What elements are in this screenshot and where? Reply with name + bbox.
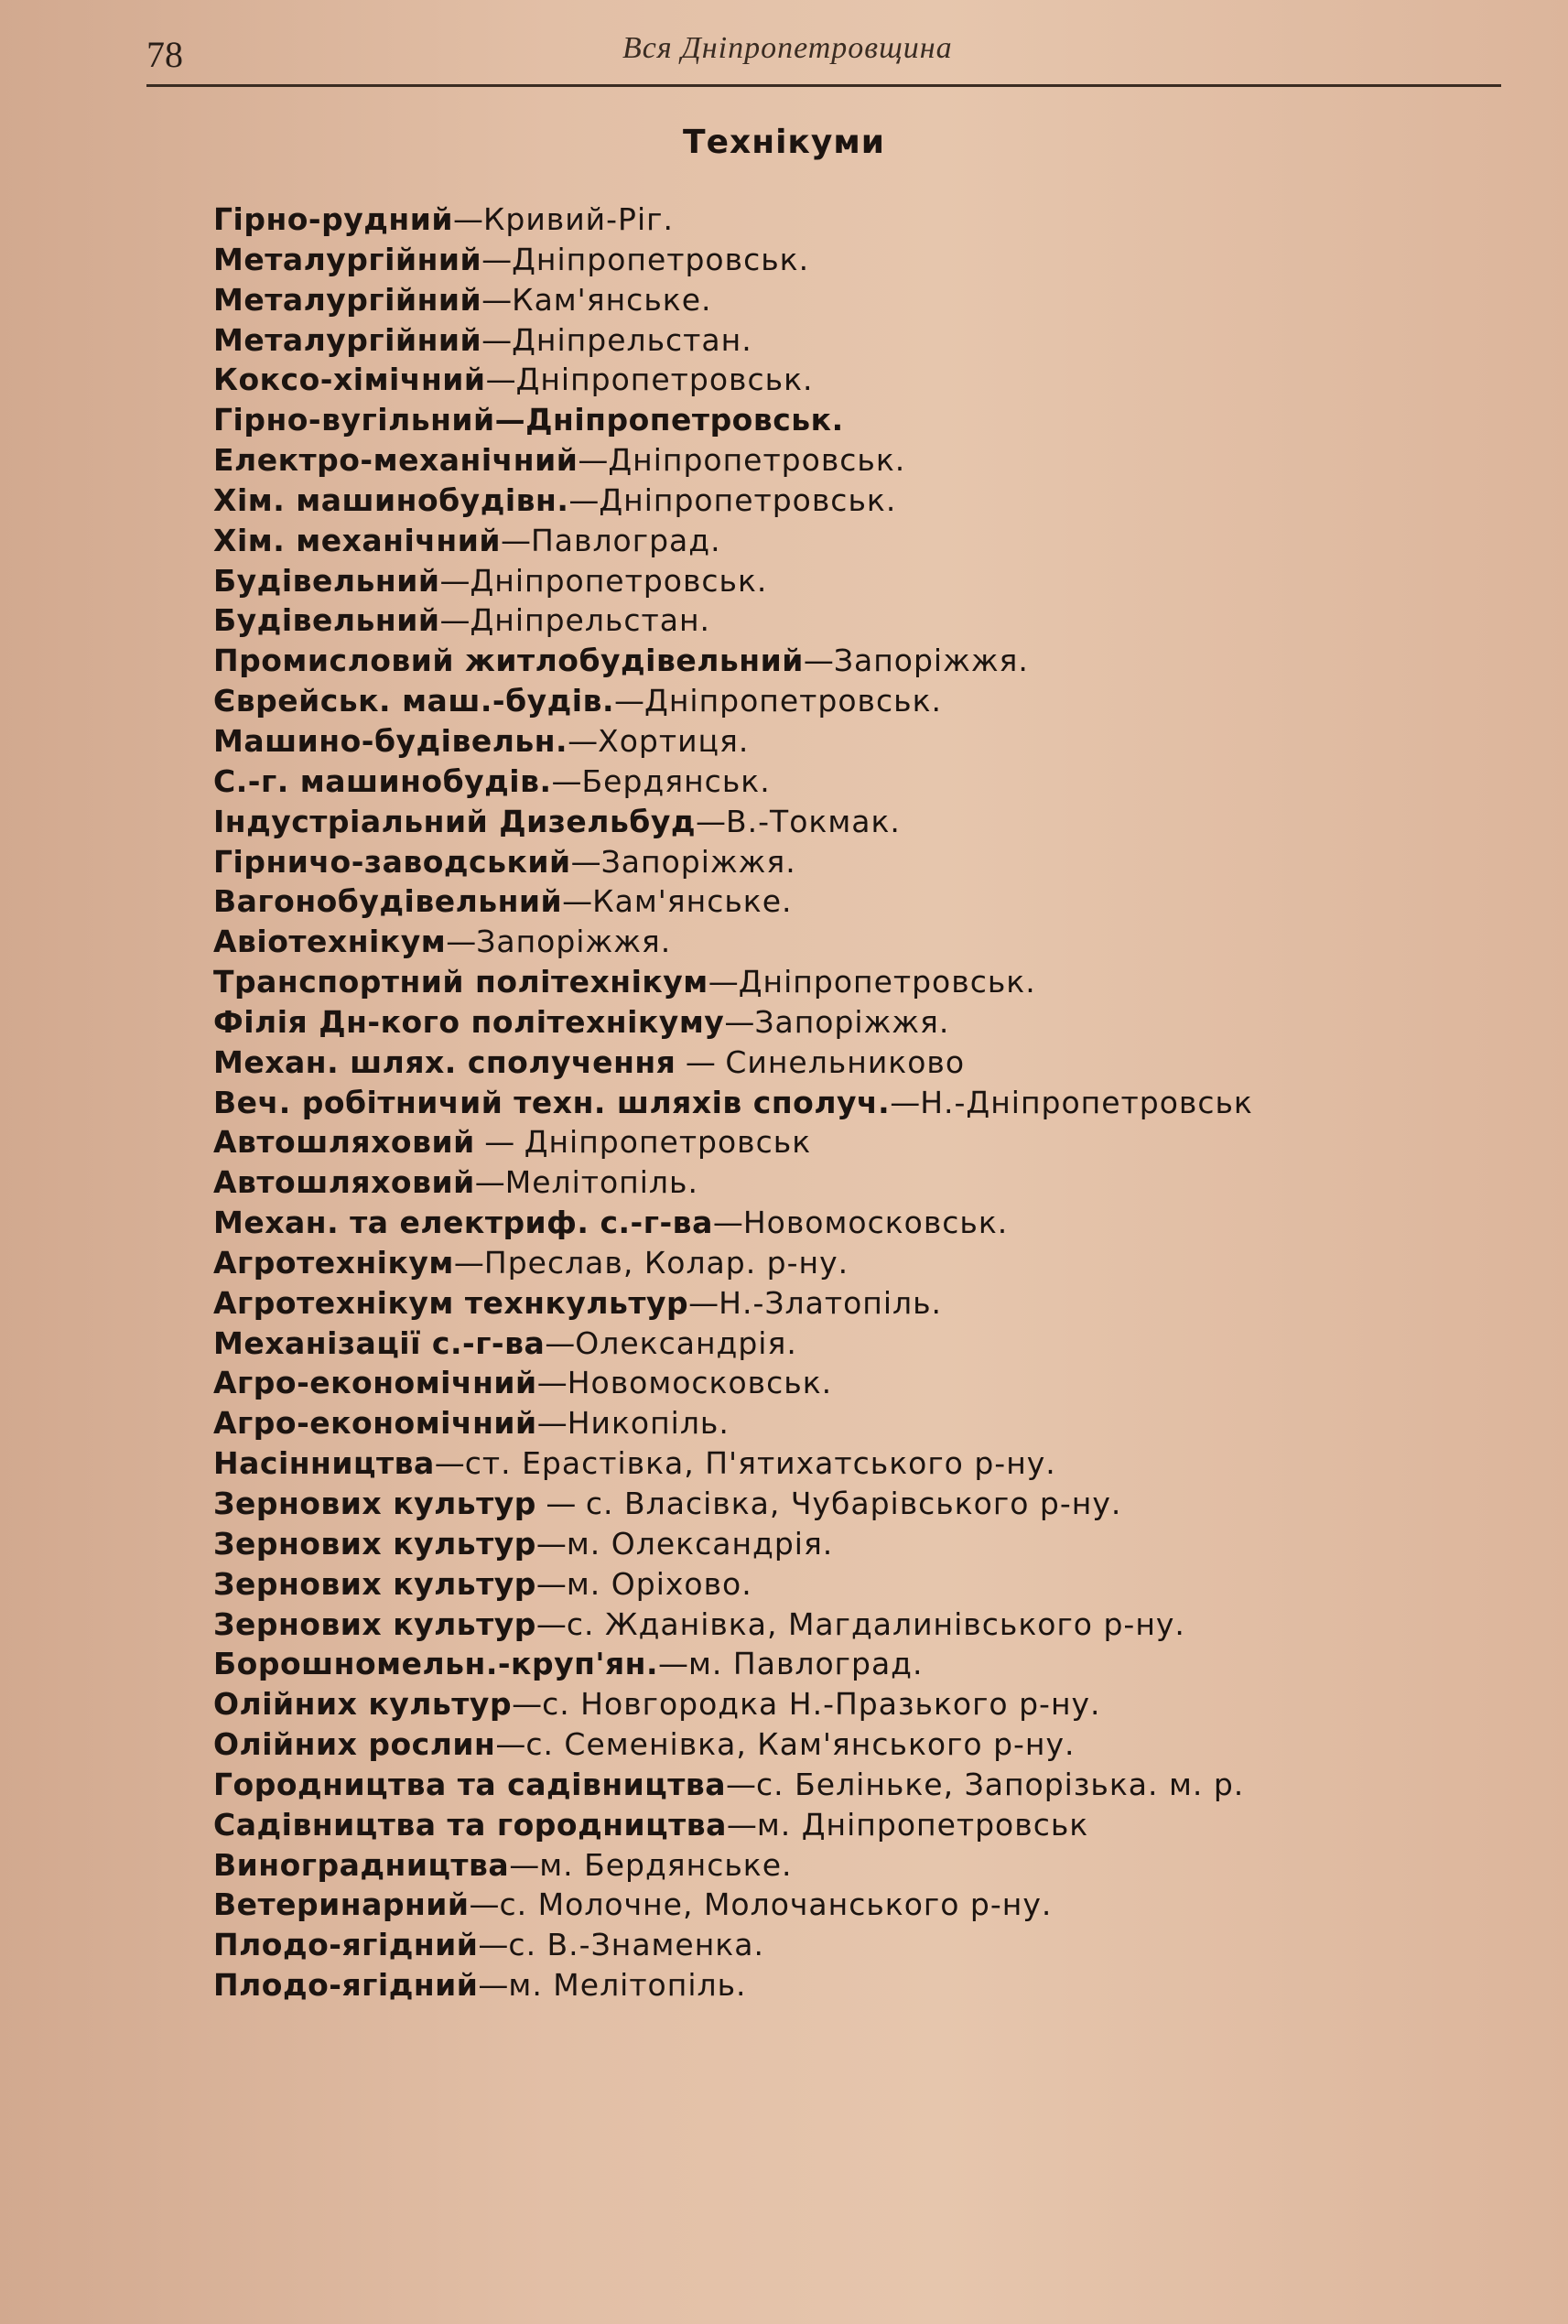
section-title: Технікуми [683, 124, 885, 161]
list-item [213, 1484, 1531, 1524]
entry-place: Кам'янське. [512, 281, 712, 318]
list-item [213, 1083, 1531, 1123]
entry-place: Дніпрельстан. [470, 602, 711, 639]
list-item [213, 641, 1531, 681]
entry-place: Дніпрельстан. [512, 321, 752, 358]
entry-list [213, 200, 1531, 2005]
list-item [213, 1443, 1531, 1484]
entry-name: Борошномельн.-круп'ян. [213, 1646, 659, 1682]
entry-separator: — [478, 1967, 509, 2004]
entry-name: Філія Дн-кого політехнікуму [213, 1003, 725, 1040]
entry-name: Металургійний [213, 241, 482, 277]
entry-place: Дніпропетровськ. [738, 964, 1036, 1000]
entry-separator: — [478, 1927, 509, 1963]
list-item [213, 1965, 1531, 2005]
entry-place: Новомосковськ. [742, 1205, 1009, 1241]
entry-name: Промисловий житлобудівельний [213, 643, 804, 679]
list-item [213, 1605, 1531, 1645]
entry-name: Механізації с.-г-ва [213, 1324, 546, 1361]
entry-place: Запоріжжя. [754, 1003, 950, 1040]
entry-separator: — [562, 883, 593, 920]
entry-name: Агро-економічний [213, 1365, 537, 1401]
entry-name: Агротехнікум технкультур [213, 1284, 689, 1321]
list-item [213, 1243, 1531, 1283]
entry-separator: — [439, 562, 470, 599]
list-item [213, 802, 1531, 842]
entry-separator: — [512, 1686, 543, 1723]
entry-place: Запоріжжя. [833, 643, 1029, 679]
entry-name: С.-г. машинобудів. [213, 762, 552, 799]
entry-place: с. Молочне, Молочанського р-ну. [499, 1886, 1053, 1923]
entry-place: В.-Токмак. [726, 803, 901, 839]
entry-place: Дніпропетровськ. [644, 683, 942, 719]
entry-name: Насінництва [213, 1445, 435, 1482]
entry-place: Мелітопіль. [504, 1164, 698, 1201]
entry-separator: — [568, 722, 599, 759]
list-item [213, 1724, 1531, 1765]
entry-name: Металургійний [213, 321, 482, 358]
entry-place: Дніпропетровськ. [470, 562, 768, 599]
list-item [213, 1203, 1531, 1243]
list-item [213, 280, 1531, 320]
entry-place: ст. Ерастівка, П'ятихатського р-ну. [464, 1445, 1056, 1482]
list-item [213, 1684, 1531, 1724]
entry-separator: — [500, 522, 531, 558]
entry-name: Городництва та садівництва [213, 1766, 727, 1802]
entry-separator: — [481, 321, 513, 358]
list-item [213, 1564, 1531, 1605]
entry-place: с. В.-Знаменка. [508, 1927, 764, 1963]
entry-separator: — [658, 1646, 689, 1682]
entry-place: м. Бердянське. [539, 1846, 793, 1883]
list-item [213, 1002, 1531, 1043]
entry-place: Новомосковськ. [567, 1365, 833, 1401]
entry-name: Хім. механічний [213, 522, 501, 558]
entry-separator: — [453, 1244, 484, 1281]
list-item [213, 1363, 1531, 1403]
entry-separator: — [535, 1486, 586, 1521]
entry-name: Веч. робітничий техн. шляхів сполуч. [213, 1084, 891, 1120]
list-item [213, 1765, 1531, 1805]
list-item [213, 922, 1531, 962]
entry-place: Кривий-Ріг. [482, 201, 674, 237]
running-title: Вся Дніпропетровщина [622, 31, 953, 65]
entry-name: Будівельний [213, 602, 440, 639]
entry-name: Механ. та електриф. с.-г-ва [213, 1205, 713, 1241]
entry-name: Агротехнікум [213, 1244, 454, 1281]
entry-place: Запоріжжя. [476, 924, 672, 960]
entry-separator: — [535, 1605, 567, 1642]
entry-place: Кам'янське. [592, 883, 793, 920]
entry-separator: — [536, 1365, 568, 1401]
list-item [213, 1644, 1531, 1684]
entry-name: Агро-економічний [213, 1405, 537, 1442]
list-item [213, 721, 1531, 762]
entry-place: Н.-Дніпропетровськ [920, 1084, 1253, 1120]
entry-name: Гірно-вугільний—Дніпропетровськ. [213, 402, 844, 438]
entry-place: с. Новгородка Н.-Празького р-ну. [542, 1686, 1101, 1723]
entry-name: Виноградництва [213, 1846, 510, 1883]
entry-separator: — [485, 362, 516, 398]
entry-separator: — [890, 1084, 921, 1120]
entry-name: Плодо-ягідний [213, 1967, 479, 2004]
entry-name: Гірничо-заводський [213, 843, 571, 880]
entry-separator: — [708, 964, 739, 1000]
entry-separator: — [726, 1806, 757, 1843]
entry-separator: — [676, 1043, 726, 1080]
entry-separator: — [696, 803, 727, 839]
list-item [213, 1122, 1531, 1162]
entry-separator: — [724, 1003, 755, 1040]
entry-place: Дніпропетровськ. [608, 442, 906, 479]
list-item [213, 842, 1531, 882]
list-item [213, 320, 1531, 361]
list-item [213, 561, 1531, 601]
entry-name: Олійних культур [213, 1686, 513, 1723]
entry-place: с. Беліньке, Запорізька. м. р. [756, 1766, 1245, 1802]
entry-name: Зернових культур [213, 1605, 536, 1642]
entry-place: Дніпропетровськ. [515, 362, 814, 398]
entry-separator: — [688, 1284, 719, 1321]
list-item [213, 200, 1531, 240]
entry-name: Плодо-ягідний [213, 1927, 479, 1963]
entry-place: Дніпропетровськ. [599, 481, 897, 518]
entry-separator: — [439, 602, 470, 639]
entry-separator: — [712, 1205, 743, 1241]
list-item [213, 440, 1531, 481]
entry-name: Коксо-хімічний [213, 362, 486, 398]
entry-name: Садівництва та городництва [213, 1806, 727, 1843]
entry-separator: — [535, 1525, 567, 1562]
entry-separator: — [536, 1405, 568, 1442]
entry-name: Єврейськ. маш.-будів. [213, 683, 615, 719]
entry-name: Зернових культур [213, 1525, 536, 1562]
list-item [213, 1324, 1531, 1364]
list-item [213, 762, 1531, 802]
entry-name: Механ. шлях. сполучення [213, 1043, 676, 1080]
entry-name: Машино-будівельн. [213, 722, 568, 759]
list-item [213, 1162, 1531, 1203]
list-item [213, 681, 1531, 721]
entry-place: Дніпропетровськ. [512, 241, 810, 277]
entry-place: Хортиця. [598, 722, 750, 759]
entry-place: м. Олександрія. [566, 1525, 834, 1562]
list-item [213, 600, 1531, 641]
entry-name: Будівельний [213, 562, 440, 599]
entry-separator: — [446, 924, 477, 960]
entry-separator: — [469, 1886, 500, 1923]
entry-place: Дніпропетровськ [524, 1124, 812, 1161]
entry-separator: — [578, 442, 609, 479]
entry-separator: — [509, 1846, 540, 1883]
entry-place: Бердянськ. [581, 762, 771, 799]
list-item [213, 481, 1531, 521]
entry-name: Індустріальний Дизельбуд [213, 803, 697, 839]
entry-place: Запоріжжя. [600, 843, 796, 880]
list-item [213, 360, 1531, 400]
header-rule [146, 84, 1501, 87]
list-item [213, 1403, 1531, 1443]
entry-name: Хім. машинобудівн. [213, 481, 569, 518]
entry-name: Автошляховий [213, 1124, 475, 1161]
entry-separator: — [474, 1164, 505, 1201]
entry-name: Ветеринарний [213, 1886, 470, 1923]
list-item [213, 962, 1531, 1002]
entry-separator: — [481, 241, 513, 277]
entry-place: м. Павлоград. [688, 1646, 924, 1682]
entry-name: Вагонобудівельний [213, 883, 563, 920]
entry-separator: — [545, 1324, 576, 1361]
entry-place: Павлоград. [530, 522, 721, 558]
entry-name: Автошляховий [213, 1164, 475, 1201]
entry-separator: — [535, 1565, 567, 1602]
entry-place: с. Жданівка, Магдалинівського р-ну. [566, 1605, 1185, 1642]
list-item [213, 1925, 1531, 1965]
list-item [213, 521, 1531, 561]
entry-place: м. Мелітопіль. [508, 1967, 747, 2004]
entry-separator: — [614, 683, 645, 719]
entry-separator: — [568, 481, 600, 518]
entry-separator: — [803, 643, 834, 679]
list-item [213, 1845, 1531, 1886]
entry-name: Зернових культур [213, 1565, 536, 1602]
list-item [213, 1524, 1531, 1564]
entry-place: Н.-Златопіль. [719, 1284, 943, 1321]
list-item [213, 1885, 1531, 1925]
page-number: 78 [146, 34, 183, 75]
entry-place: Синельниково [725, 1043, 966, 1080]
list-item [213, 1283, 1531, 1324]
entry-name: Гірно-рудний [213, 201, 453, 237]
entry-name: Олійних рослин [213, 1726, 496, 1763]
list-item [213, 400, 1531, 440]
entry-separator: — [481, 281, 513, 318]
entry-separator: — [452, 201, 483, 237]
list-item [213, 1805, 1531, 1845]
entry-separator: — [434, 1445, 465, 1482]
entry-separator: — [551, 762, 582, 799]
entry-place: м. Оріхово. [566, 1565, 752, 1602]
list-item [213, 240, 1531, 280]
entry-place: с. Семенівка, Кам'янського р-ну. [525, 1726, 1076, 1763]
entry-place: Олександрія. [575, 1324, 797, 1361]
entry-place: с. Власівка, Чубарівського р-ну. [585, 1486, 1122, 1521]
entry-name: Транспортний політехнікум [213, 964, 708, 1000]
entry-name: Металургійний [213, 281, 482, 318]
entry-separator: — [726, 1766, 757, 1802]
entry-name: Електро-механічний [213, 442, 579, 479]
page-header [146, 20, 1501, 84]
list-item [213, 881, 1531, 922]
entry-separator: — [474, 1124, 524, 1161]
entry-place: м. Дніпропетровськ [756, 1806, 1089, 1843]
entry-separator: — [570, 843, 601, 880]
entry-separator: — [495, 1726, 526, 1763]
entry-place: Никопіль. [567, 1405, 730, 1442]
entry-name: Зернових культур [213, 1486, 536, 1521]
entry-place: Преслав, Колар. р-ну. [483, 1244, 849, 1281]
entry-name: Авіотехнікум [213, 924, 447, 960]
list-item [213, 1043, 1531, 1083]
